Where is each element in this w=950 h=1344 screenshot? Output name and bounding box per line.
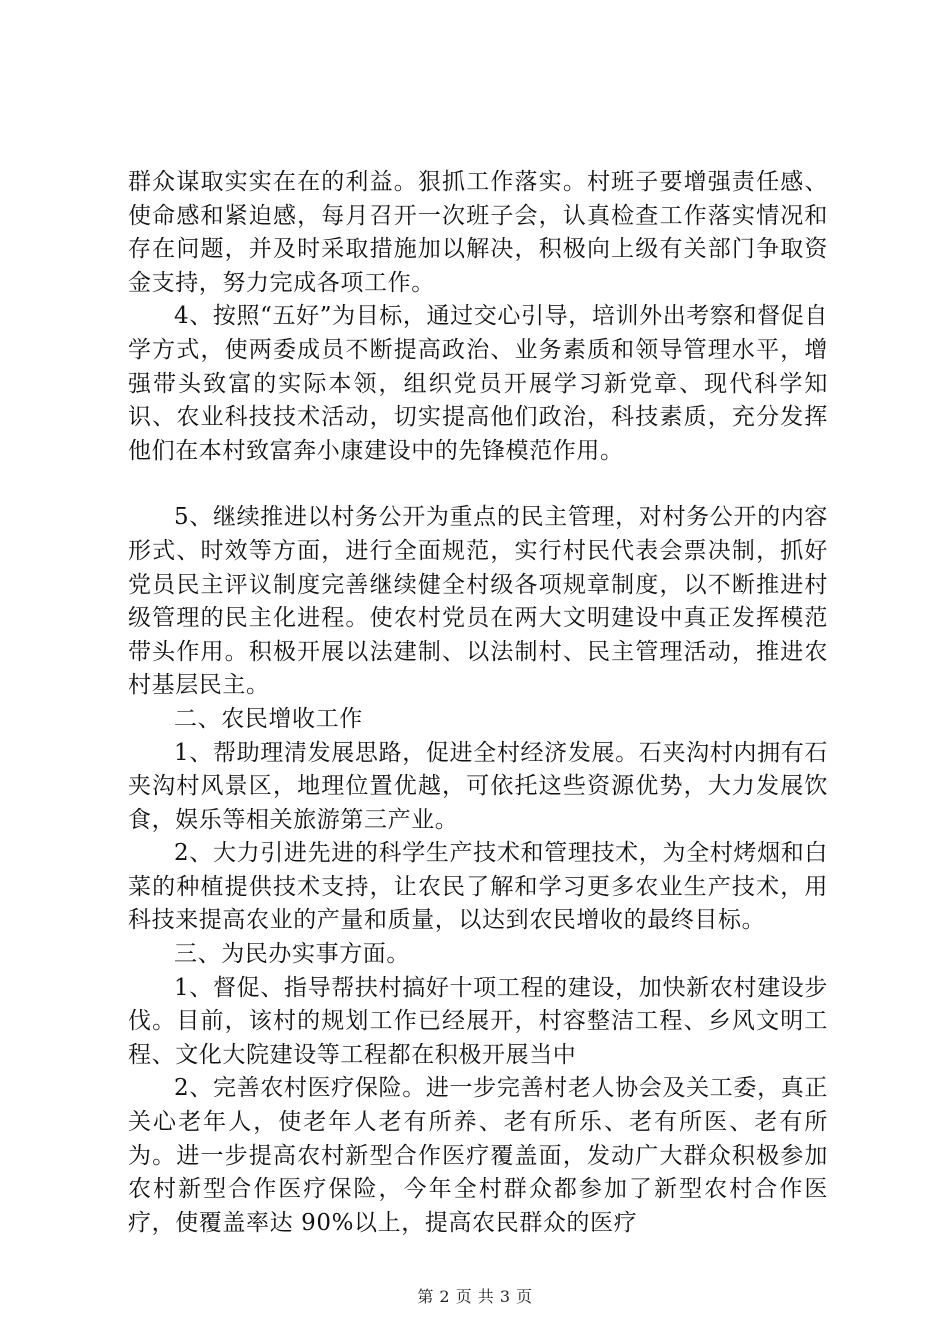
page-footer: 第 2 页 共 3 页 bbox=[417, 1287, 533, 1306]
paragraph-spacer bbox=[128, 468, 828, 501]
paragraph-income-item-2: 2、大力引进先进的科学生产技术和管理技术，为全村烤烟和白菜的种植提供技术支持，让农民了解和学习更多农业生产技术，用科技来提高农业的产量和质量，以达到农民增收的最终目标。 bbox=[128, 840, 828, 934]
paragraph-item-4: 4、按照“五好”为目标，通过交心引导，培训外出考察和督促自学方式，使两委成员不断提高政治、业务素质和领导管理水平，增强带头致富的实际本领，组织党员开展学习新党章、现代科学知识、农业科技技术活动，切实提高他们政治，科技素质，充分发挥他们在本村致富奔小康建设中的先锋模范作用。 bbox=[128, 303, 828, 464]
section-heading-farmer-income: 二、农民增收工作 bbox=[174, 705, 363, 732]
paragraph-matters-item-1: 1、督促、指导帮扶村搞好十项工程的建设，加快新农村建设步伐。目前，该村的规划工作已经展开，村容整洁工程、乡风文明工程、文化大院建设等工程都在积极开展当中 bbox=[128, 974, 828, 1068]
paragraph-income-item-1: 1、帮助理清发展思路，促进全村经济发展。石夹沟村内拥有石夹沟村风景区，地理位置优越，可依托这些资源优势，大力发展饮食，娱乐等相关旅游第三产业。 bbox=[128, 739, 828, 833]
paragraph-matters-item-2: 2、完善农村医疗保险。进一步完善村老人协会及关工委，真正关心老年人，使老年人老有所养、老有所乐、老有所医、老有所为。进一步提高农村新型合作医疗覆盖面，发动广大群众积极参加农村新型合作医疗保险，今年全村群众都参加了新型农村合作医疗，使覆盖率达 90%以上，提高农民群众的医疗 bbox=[128, 1075, 828, 1236]
section-heading-practical-matters: 三、为民办实事方面。 bbox=[174, 941, 410, 968]
document-body bbox=[128, 166, 828, 1240]
paragraph-continuation: 群众谋取实实在在的利益。狠抓工作落实。村班子要增强责任感、使命感和紧迫感，每月召开一次班子会，认真检查工作落实情况和存在问题，并及时采取措施加以解决，积极向上级有关部门争取资金支持，努力完成各项工作。 bbox=[128, 169, 828, 296]
paragraph-item-5: 5、继续推进以村务公开为重点的民主管理，对村务公开的内容形式、时效等方面，进行全面规范，实行村民代表会票决制，抓好党员民主评议制度完善继续健全村级各项规章制度，以不断推进村级管理的民主化进程。使农村党员在两大文明建设中真正发挥模范带头作用。积极开展以法建制、以法制村、民主管理活动，推进农村基层民主。 bbox=[128, 504, 828, 699]
